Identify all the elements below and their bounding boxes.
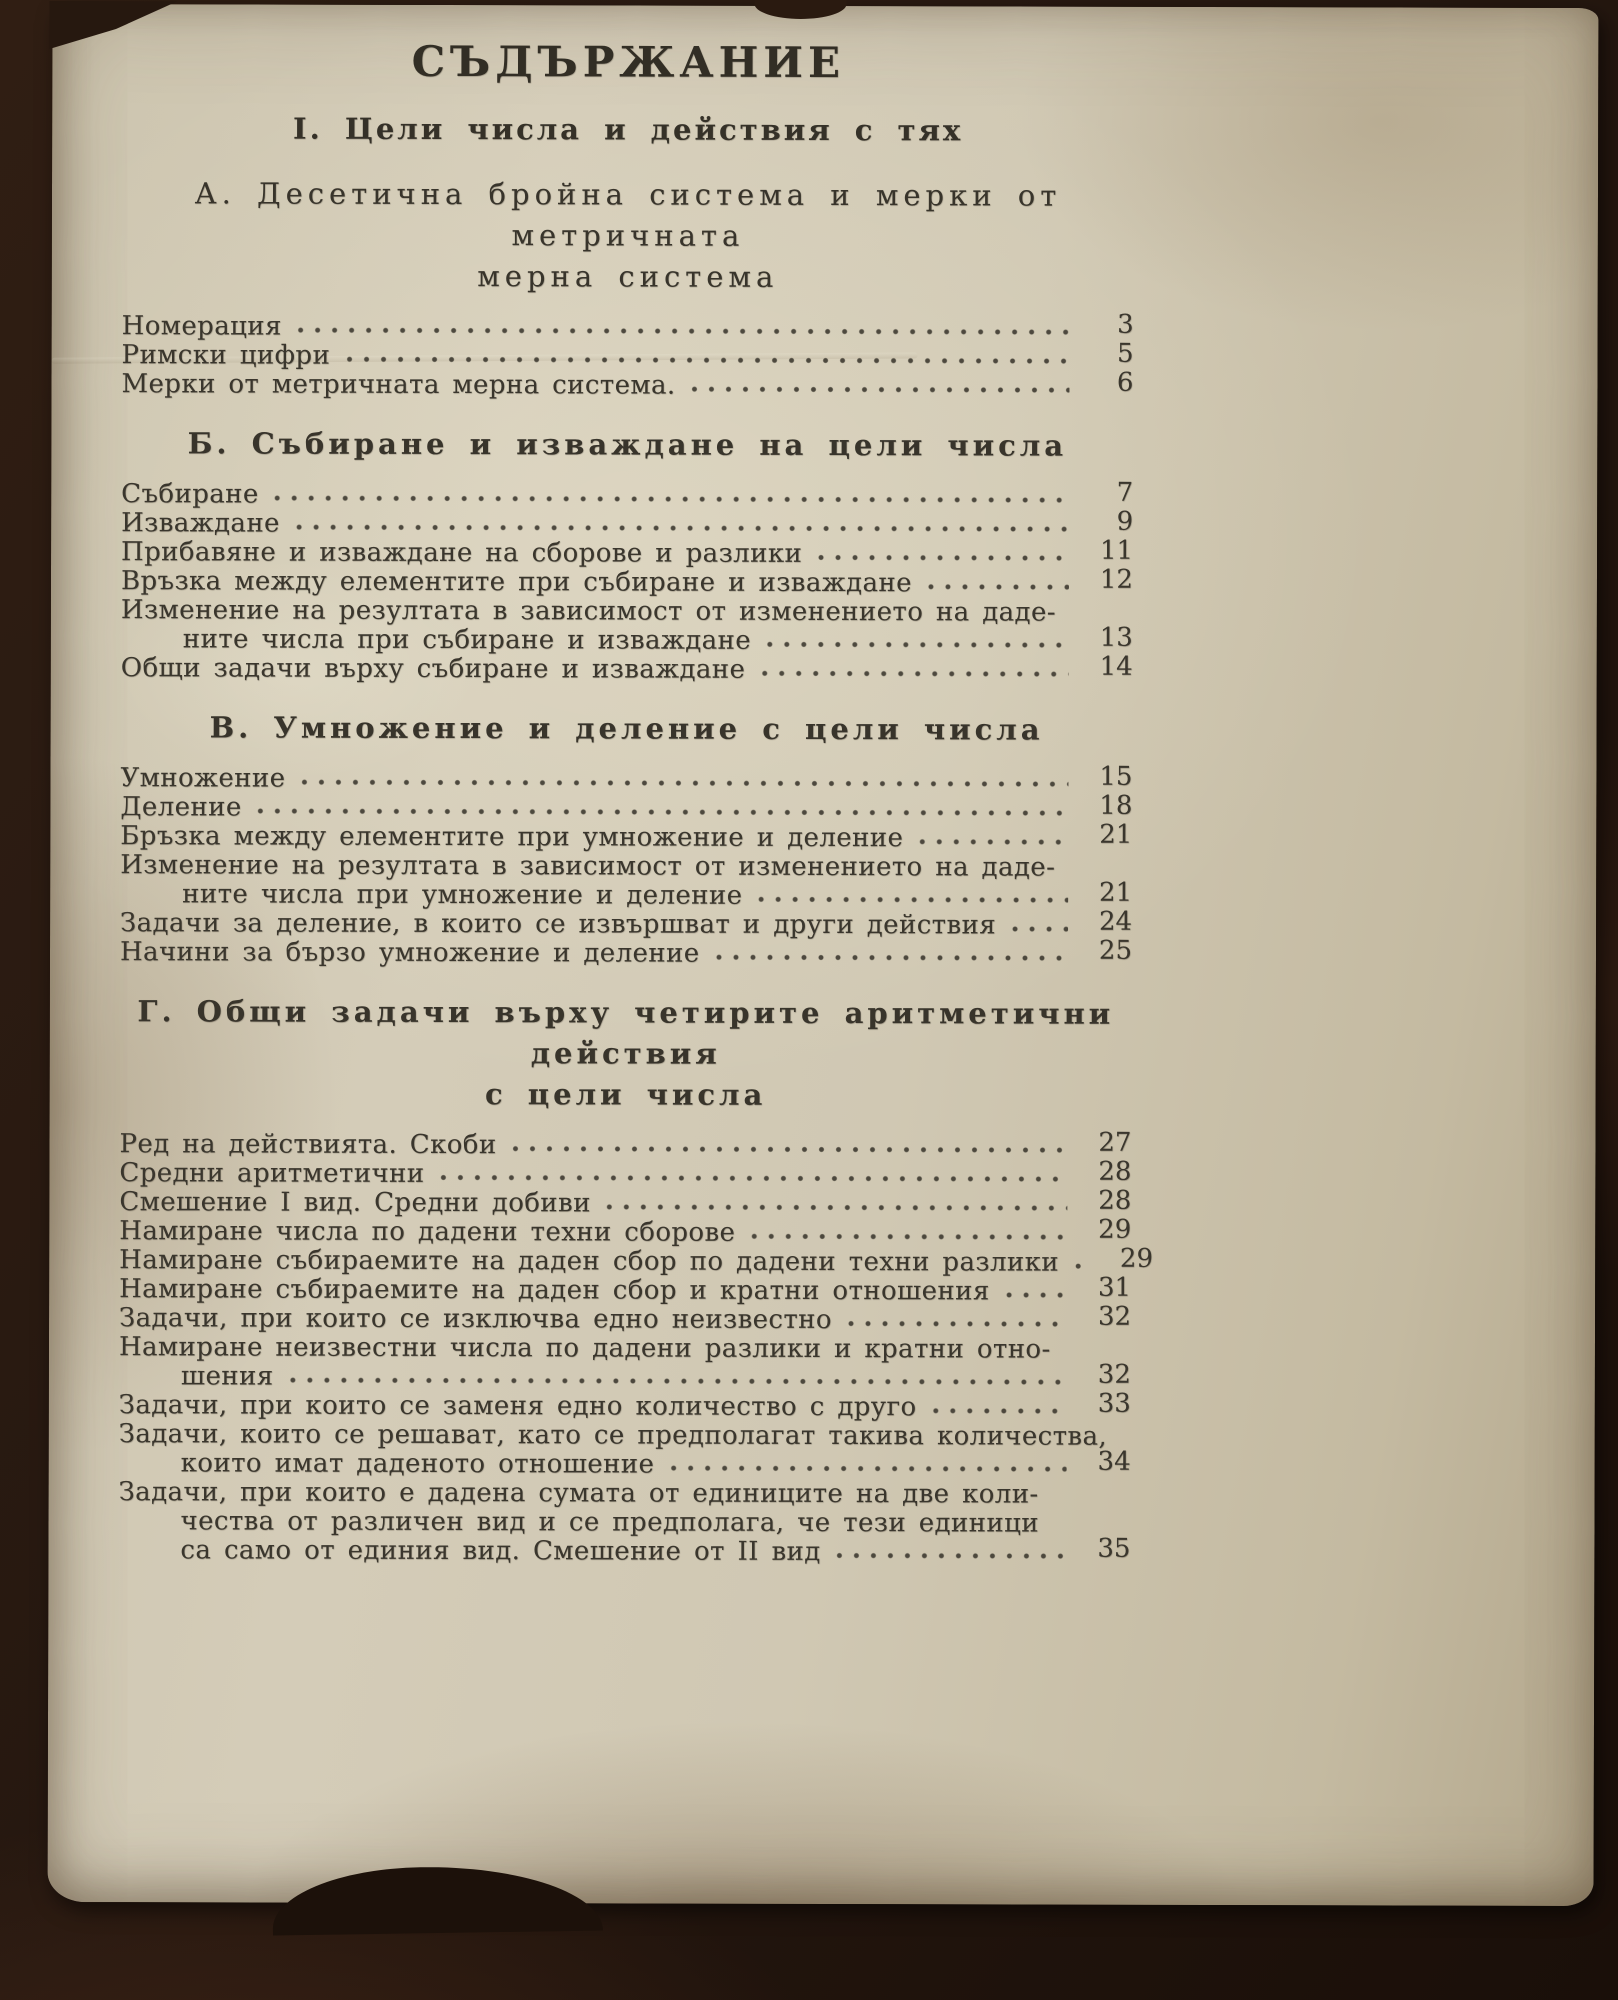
section-heading-line: Г. Общи задачи върху четирите аритметични действия [137, 994, 1115, 1071]
toc-entry-text: Бръзка между елементите при умножение и деление [120, 821, 904, 854]
toc-page-number: 32 [1097, 1301, 1132, 1332]
toc-entry-text: Задачи, при които е дадена сумата от единиците на две коли- [118, 1477, 1039, 1510]
toc-entry-text: Ред на действията. Скоби [119, 1129, 497, 1161]
section-heading [120, 991, 1132, 1117]
toc-section [121, 173, 1134, 402]
dot-leader [761, 669, 1068, 679]
toc-page-number: 28 [1098, 1185, 1132, 1216]
toc-entry-line [120, 790, 1133, 825]
dot-leader [848, 1319, 1067, 1329]
toc-entry-line [118, 1533, 1131, 1568]
toc-entry-line [120, 906, 1133, 941]
toc-page-number: 21 [1099, 877, 1133, 908]
toc-entry [121, 309, 1134, 344]
toc-entry-text: Смешение I вид. Средни добиви [119, 1187, 591, 1219]
toc-page-number: 24 [1098, 906, 1133, 937]
toc-entries [121, 309, 1134, 402]
dot-leader [837, 1551, 1067, 1561]
toc-section [120, 707, 1133, 970]
toc-entry-line [119, 1127, 1132, 1162]
toc-entry-line [121, 477, 1134, 512]
toc-page-number: 7 [1116, 477, 1134, 508]
toc-page-number: 27 [1098, 1127, 1132, 1158]
toc-entry [119, 1156, 1132, 1191]
toc-entry-line [121, 309, 1134, 344]
toc-entry [120, 851, 1132, 912]
toc-entry-line [119, 1214, 1132, 1249]
dot-leader [767, 640, 1069, 650]
dot-leader [751, 1232, 1067, 1242]
toc-entry-line [121, 596, 1133, 628]
toc-page-number: 6 [1116, 367, 1134, 398]
toc-entry [121, 367, 1134, 402]
toc-entry-line [119, 1420, 1131, 1452]
toc-page-number: 12 [1099, 564, 1134, 595]
toc-entry-line [121, 622, 1133, 657]
toc-entry [119, 1333, 1131, 1394]
toc-page-number: 31 [1097, 1272, 1132, 1303]
toc-content [118, 26, 1154, 1568]
toc-page-number: 18 [1099, 790, 1133, 821]
toc-entry-line [118, 1507, 1130, 1539]
toc-page-number: 33 [1097, 1388, 1131, 1419]
section-heading [121, 707, 1133, 751]
toc-entry-line [121, 535, 1134, 570]
toc-entry-text: Начини за бързо умножение и деление [119, 937, 700, 969]
toc-entry-text: Средни аритметични [119, 1158, 425, 1189]
toc-entry [120, 906, 1133, 941]
toc-section [118, 991, 1154, 1568]
toc-entry-text: Намиране числа по дадени техни сборове [119, 1216, 736, 1248]
toc-entry [119, 1185, 1132, 1220]
section-heading-line: Б. Събиране и изваждане на цели числа [187, 426, 1068, 463]
dot-leader [758, 895, 1068, 905]
toc-entry [121, 338, 1134, 373]
toc-entry-line [119, 1272, 1132, 1307]
toc-page-number: 5 [1116, 338, 1134, 369]
toc-entry-text: които имат даденото отношение [180, 1448, 655, 1480]
toc-entry-line [119, 935, 1133, 970]
dot-leader [275, 494, 1070, 505]
dot-leader [298, 326, 1070, 337]
toc-entry-text: Умножение [120, 763, 286, 794]
toc-page-number: 35 [1097, 1533, 1131, 1564]
toc-entry [121, 506, 1134, 541]
section-heading-line: А. Десетична бройна система и мерки от метричната [194, 176, 1062, 253]
toc-entry-text: Събиране [121, 479, 259, 510]
dot-leader [818, 553, 1069, 563]
toc-entry-text: Римски цифри [121, 340, 331, 371]
toc-entry-text: ните числа при умножение и деление [182, 879, 743, 911]
toc-entry-text: Изменение на резултата в зависимост от изменението на даде- [120, 595, 1056, 628]
dot-leader [440, 1173, 1067, 1184]
toc-page-number: 29 [1098, 1214, 1132, 1245]
toc-entry-text: Намиране неизвестни числа по дадени разлики и кратни отно- [118, 1332, 1051, 1365]
toc-entry [119, 1272, 1132, 1307]
toc-entry-text: Деление [120, 792, 242, 823]
dot-leader [1012, 924, 1068, 933]
toc-page-number: 3 [1117, 309, 1134, 340]
toc-entry [119, 1301, 1132, 1336]
toc-entries [120, 477, 1134, 686]
section-heading-line: мерна система [477, 259, 779, 294]
toc-entry-line [119, 1333, 1131, 1365]
toc-entry [120, 564, 1134, 599]
dot-leader [607, 1202, 1068, 1212]
toc-entry-text: Изваждане [121, 508, 280, 539]
dot-leader [301, 778, 1068, 789]
dot-leader [346, 355, 1069, 366]
dot-leader [933, 1406, 1067, 1415]
toc-entry [121, 596, 1133, 657]
toc-page-number: 32 [1097, 1359, 1131, 1390]
toc-entry-text: Мерки от метричната мерна система. [121, 369, 676, 401]
dot-leader [1075, 1262, 1089, 1271]
toc-sections [118, 173, 1154, 1568]
dot-leader [928, 582, 1069, 591]
toc-entry-text: Общи задачи върху събиране и изваждане [120, 653, 746, 685]
toc-entry [119, 935, 1133, 970]
toc-entry-text: Намиране събираемите на даден сбор по дадени техни разлики [119, 1245, 1060, 1278]
toc-entry-line [120, 819, 1133, 854]
toc-section [121, 423, 1134, 686]
toc-entry-line [119, 1185, 1132, 1220]
page-title: СЪДЪРЖАНИЕ [411, 36, 846, 88]
toc-entry-line [119, 1359, 1131, 1394]
dot-leader [1006, 1290, 1067, 1299]
toc-entry-line [121, 367, 1134, 402]
toc-entry [119, 1127, 1132, 1162]
toc-entry-line [120, 851, 1132, 883]
toc-entry [118, 1388, 1131, 1423]
toc-entries [118, 1127, 1154, 1568]
toc-entry [120, 761, 1133, 796]
toc-entry-text: Задачи, при които се изключва едно неизвестно [119, 1303, 832, 1336]
toc-entry-text: Връзка между елементите при събиране и изваждане [120, 566, 912, 599]
toc-entries [119, 761, 1133, 970]
toc-entry-text: шения [180, 1361, 274, 1392]
section-heading [121, 423, 1133, 467]
toc-entry [121, 535, 1134, 570]
toc-entry [118, 1478, 1130, 1568]
toc-entry-text: чества от различен вид и се предполага, че тези единици [180, 1506, 1040, 1539]
toc-entry-text: Изменение на резултата в зависимост от изменението на даде- [120, 850, 1056, 883]
toc-entry [119, 1214, 1132, 1249]
dot-leader [692, 385, 1070, 395]
toc-page-number: 28 [1098, 1156, 1132, 1187]
toc-entry [120, 790, 1133, 825]
toc-entry-line [119, 1301, 1132, 1336]
toc-entry-text: Задачи, при които се заменя едно количество с друго [118, 1390, 917, 1423]
toc-entry-text: Намиране събираемите на даден сбор и кратни отношения [119, 1274, 990, 1307]
section-heading-line: В. Умножение и деление с цели числа [209, 710, 1044, 747]
toc-page-number: 21 [1099, 819, 1133, 850]
top-edge-notch [754, 0, 846, 19]
toc-entry-line [118, 1388, 1131, 1423]
toc-entry-line [119, 1156, 1132, 1191]
dot-leader [296, 523, 1069, 534]
dot-leader [716, 953, 1068, 963]
toc-entry-line [119, 1446, 1131, 1481]
toc-page-number: 25 [1098, 935, 1133, 966]
toc-entry-line [120, 877, 1133, 912]
toc-entry-line [119, 1243, 1154, 1278]
toc-entry [120, 651, 1133, 686]
toc-page-number: 11 [1099, 535, 1134, 566]
toc-entry [121, 477, 1134, 512]
part-heading: I. Цели числа и действия с тях [293, 111, 964, 148]
toc-entry [120, 819, 1133, 854]
toc-page-number: 34 [1097, 1446, 1131, 1477]
toc-page-number: 15 [1099, 761, 1133, 792]
toc-entry-text: Прибавяне и изваждане на сборове и разлики [121, 537, 803, 569]
toc-entry-text: Задачи за деление, в които се извършват и други действия [120, 908, 997, 941]
toc-page-number: 13 [1099, 622, 1133, 653]
toc-entry-line [120, 651, 1133, 686]
toc-page-number: 14 [1099, 651, 1133, 682]
toc-entry-line [119, 1478, 1131, 1510]
toc-entry-text: Номерация [121, 311, 282, 342]
toc-entry-line [121, 506, 1134, 541]
dot-leader [289, 1376, 1066, 1387]
toc-entry [119, 1420, 1131, 1481]
toc-entry-line [121, 338, 1134, 373]
toc-entry-text: ните числа при събиране и изваждане [182, 624, 752, 656]
toc-page-number: 9 [1116, 506, 1134, 537]
dot-leader [258, 807, 1069, 818]
section-heading-line: с цели числа [484, 1077, 767, 1112]
dot-leader [670, 1464, 1066, 1474]
dot-leader [513, 1144, 1068, 1154]
dot-leader [919, 837, 1068, 846]
toc-entry [119, 1243, 1154, 1278]
book-page-paper [48, 4, 1599, 1906]
section-heading [122, 173, 1134, 299]
toc-entry-line [120, 761, 1133, 796]
toc-entry-line [120, 564, 1134, 599]
toc-page-number: 29 [1119, 1243, 1154, 1274]
bottom-edge-tear [272, 1865, 603, 1936]
toc-entry-text: Задачи, които се решават, като се предполагат такива количества, [118, 1419, 1108, 1452]
toc-entry-text: са само от единия вид. Смешение от II вид [180, 1535, 821, 1567]
